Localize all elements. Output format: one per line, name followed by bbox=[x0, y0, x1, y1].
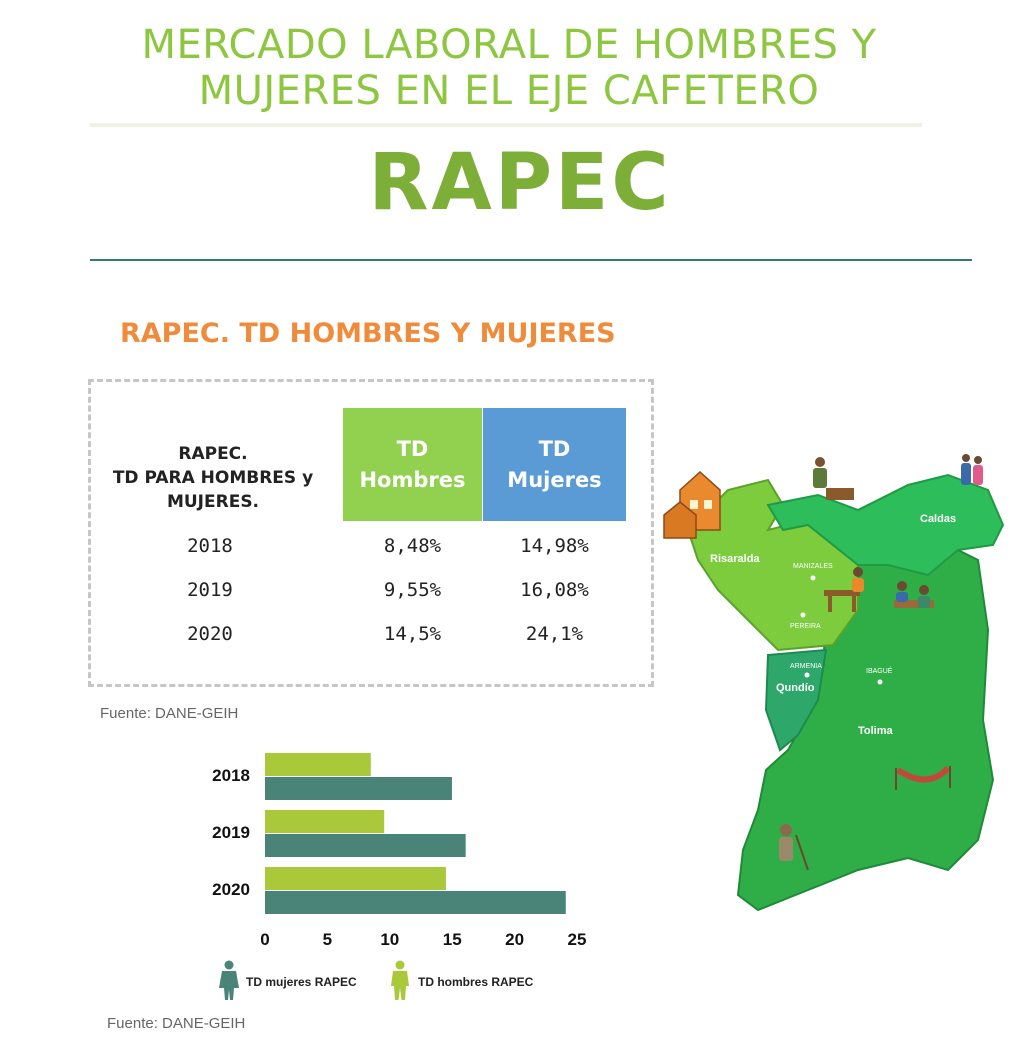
bar-mujeres-2018 bbox=[265, 777, 452, 800]
column-header-hombres bbox=[343, 408, 482, 521]
bar-mujeres-2020 bbox=[265, 891, 566, 914]
x-tick-label-0: 0 bbox=[260, 930, 270, 949]
column-header-mujeres-line-2: Mujeres bbox=[507, 467, 602, 492]
map-label-risaralda: Risaralda bbox=[710, 553, 760, 565]
column-header-hombres-line-1: TD bbox=[396, 436, 429, 461]
legend-hombres-label: TD hombres RAPEC bbox=[418, 975, 534, 989]
bar-hombres-2020 bbox=[265, 867, 446, 890]
table-hombres-2019: 9,55% bbox=[383, 579, 442, 601]
map-label-quindio: Qundío bbox=[776, 682, 815, 694]
table-mujeres-2019: 16,08% bbox=[520, 579, 589, 601]
map-city-manizales: MANIZALES bbox=[793, 563, 833, 570]
table-source: Fuente: DANE-GEIH bbox=[100, 705, 239, 722]
main-title bbox=[0, 22, 1018, 114]
house-illustration bbox=[664, 472, 720, 538]
column-header-hombres-line-2: Hombres bbox=[359, 467, 466, 492]
table-year-2020: 2020 bbox=[187, 623, 233, 645]
x-tick-label-25: 25 bbox=[567, 930, 587, 949]
column-header-mujeres-line-1: TD bbox=[538, 436, 571, 461]
row-header-line-3: MUJERES. bbox=[166, 492, 260, 512]
map-city-armenia: ARMENIA bbox=[790, 663, 822, 670]
category-label-2018: 2018 bbox=[212, 766, 250, 785]
region-title: RAPEC bbox=[368, 138, 672, 228]
title-line-2: MUJERES EN EL EJE CAFETERO bbox=[198, 68, 820, 114]
map-dot-armenia bbox=[805, 673, 810, 678]
map-dot-manizales bbox=[811, 576, 816, 581]
map-city-ibague: IBAGUÉ bbox=[866, 668, 893, 675]
coffee-picker-illustration bbox=[813, 457, 854, 500]
x-tick-label-5: 5 bbox=[322, 930, 333, 949]
couple-illustration bbox=[961, 454, 983, 485]
map-city-pereira: PEREIRA bbox=[790, 623, 821, 630]
bar-hombres-2019 bbox=[265, 810, 384, 833]
title-divider bbox=[90, 123, 922, 127]
bar-hombres-2018 bbox=[265, 753, 371, 776]
category-label-2019: 2019 bbox=[212, 823, 250, 842]
category-label-2020: 2020 bbox=[212, 880, 250, 899]
table-mujeres-2020: 24,1% bbox=[525, 623, 584, 645]
table-row-header bbox=[98, 442, 328, 514]
bar-mujeres-2019 bbox=[265, 834, 466, 857]
legend-mujeres-label: TD mujeres RAPEC bbox=[246, 975, 357, 989]
section-divider bbox=[90, 259, 972, 261]
section-title: RAPEC. TD HOMBRES Y MUJERES bbox=[120, 318, 616, 349]
x-tick-label-10: 10 bbox=[380, 930, 400, 949]
chart-source: Fuente: DANE-GEIH bbox=[107, 1015, 246, 1032]
bar-chart bbox=[180, 740, 610, 960]
woman-icon bbox=[218, 960, 240, 1002]
man-icon bbox=[390, 960, 410, 1002]
map-dot-ibague bbox=[878, 680, 883, 685]
table-mujeres-2018: 14,98% bbox=[520, 535, 589, 557]
eje-cafetero-map bbox=[658, 450, 1008, 930]
table-year-2018: 2018 bbox=[187, 535, 233, 557]
table-hombres-2018: 8,48% bbox=[383, 535, 442, 557]
table-year-2019: 2019 bbox=[187, 579, 233, 601]
x-tick-label-20: 20 bbox=[505, 930, 525, 949]
map-label-tolima: Tolima bbox=[858, 725, 893, 737]
x-tick-label-15: 15 bbox=[442, 930, 462, 949]
column-header-mujeres bbox=[483, 408, 626, 521]
map-label-caldas: Caldas bbox=[920, 513, 957, 525]
row-header-line-2: TD PARA HOMBRES y bbox=[112, 468, 314, 488]
row-header-line-1: RAPEC. bbox=[178, 444, 248, 464]
title-line-1: MERCADO LABORAL DE HOMBRES Y bbox=[141, 22, 877, 68]
map-dot-pereira bbox=[801, 613, 806, 618]
table-hombres-2020: 14,5% bbox=[383, 623, 442, 645]
